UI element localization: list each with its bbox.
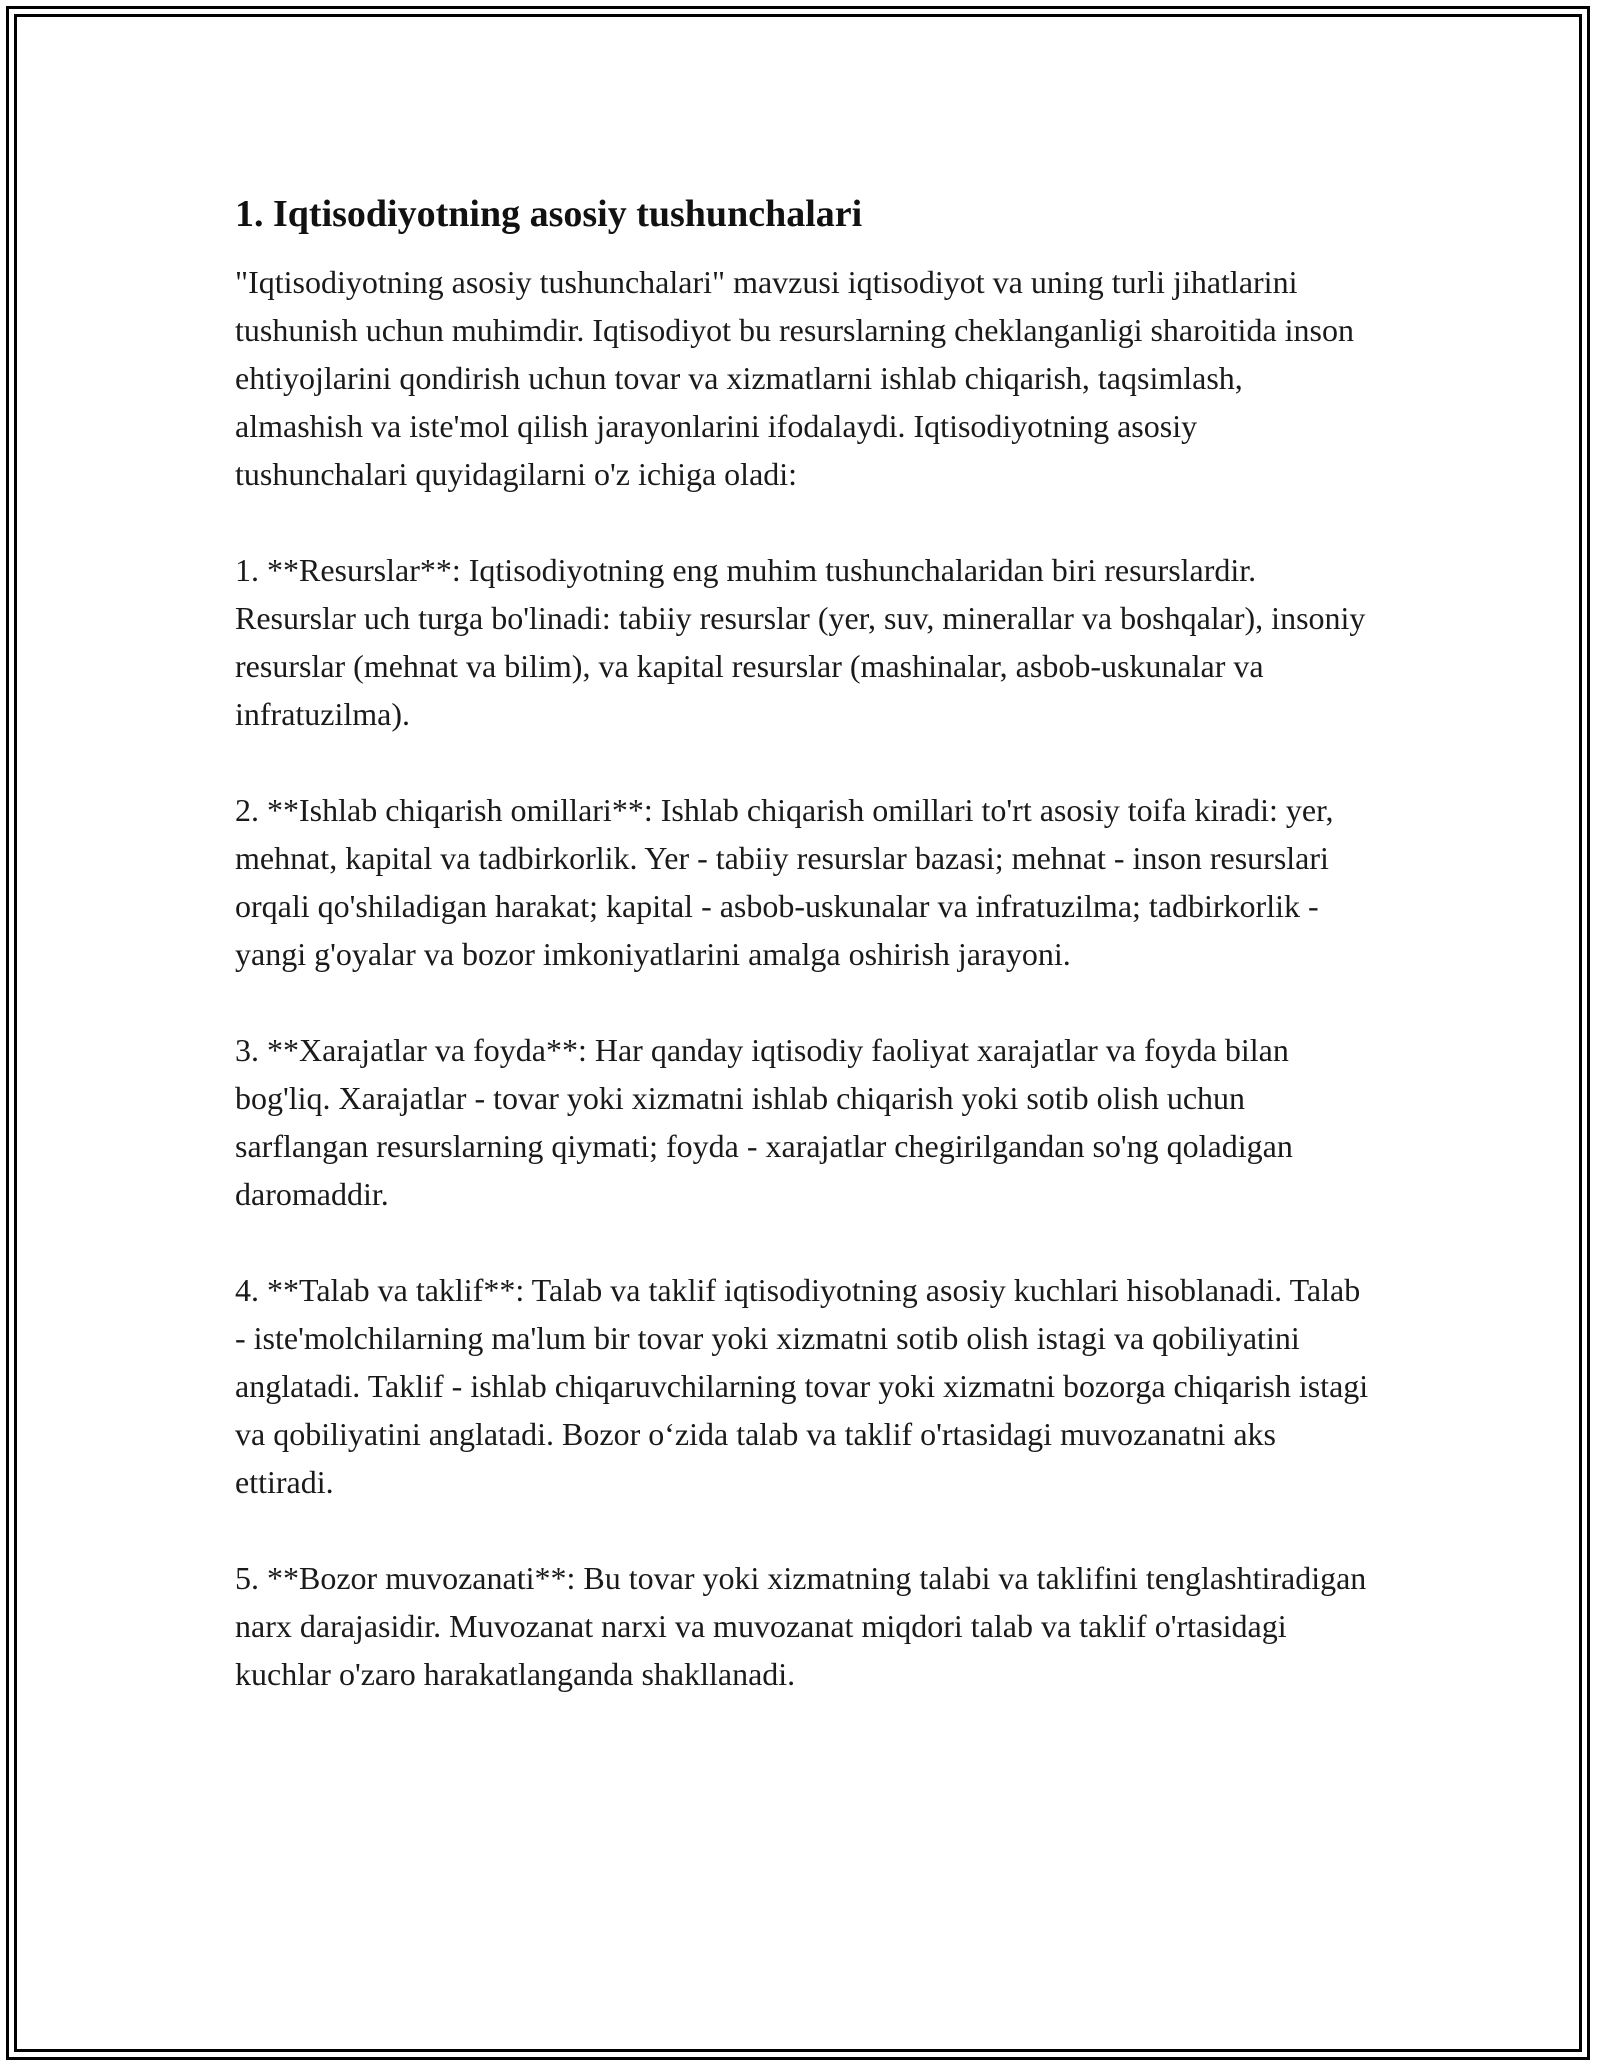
paragraph-supply-demand: 4. **Talab va taklif**: Talab va taklif iqtisodiyotning asosiy kuchlari hisoblanadi. Talab - iste'molchilarning ma'lum bir tovar yoki xizmatni sotib olish istagi va qobiliyatini anglatadi. Taklif - ishlab chiqaruvchilarning tovar yoki xizmatni bozorga chiqarish istagi va qobiliyatini anglatadi. Bozor o‘zida talab va taklif o'rtasidagi muvozanatni aks ettiradi. xyxy=(235,1272,1369,1500)
paragraph-market-equilibrium: 5. **Bozor muvozanati**: Bu tovar yoki xizmatning talabi va taklifini tenglashtiradigan narx darajasidir. Muvozanat narxi va muvozanat miqdori talab va taklif o'rtasidagi kuchlar o'zaro harakatlanganda shakllanadi. xyxy=(235,1560,1367,1692)
paragraph-production-factors: 2. **Ishlab chiqarish omillari**: Ishlab chiqarish omillari to'rt asosiy toifa kiradi: yer, mehnat, kapital va tadbirkorlik. Yer - tabiiy resurslar bazasi; mehnat - inson resurslari orqali qo'shiladigan harakat; kapital - asbob-uskunalar va infratuzilma; tadbirkorlik - yangi g'oyalar va bozor imkoniyatlarini amalga oshirish jarayoni. xyxy=(235,792,1334,972)
document-body xyxy=(235,190,1375,1746)
paragraph-costs-profit: 3. **Xarajatlar va foyda**: Har qanday iqtisodiy faoliyat xarajatlar va foyda bilan bog'liq. Xarajatlar - tovar yoki xizmatni ishlab chiqarish yoki sotib olish uchun sarflangan resurslarning qiymati; foyda - xarajatlar chegirilgandan so'ng qoladigan daromaddir. xyxy=(235,1032,1293,1212)
paragraph-resources: 1. **Resurslar**: Iqtisodiyotning eng muhim tushunchalaridan biri resurslardir. Resurslar uch turga bo'linadi: tabiiy resurslar (yer, suv, minerallar va boshqalar), insoniy resurslar (mehnat va bilim), va kapital resurslar (mashinalar, asbob-uskunalar va infratuzilma). xyxy=(235,552,1366,732)
page-title: 1. Iqtisodiyotning asosiy tushunchalari xyxy=(235,193,863,235)
intro-paragraph: "Iqtisodiyotning asosiy tushunchalari" mavzusi iqtisodiyot va uning turli jihatlarini tushunish uchun muhimdir. Iqtisodiyot bu resurslarning cheklanganligi sharoitida inson ehtiyojlarini qondirish uchun tovar va xizmatlarni ishlab chiqarish, taqsimlash, almashish va iste'mol qilish jarayonlarini ifodalaydi. Iqtisodiyotning asosiy tushunchalari quyidagilarni o'z ichiga oladi: xyxy=(235,264,1354,492)
